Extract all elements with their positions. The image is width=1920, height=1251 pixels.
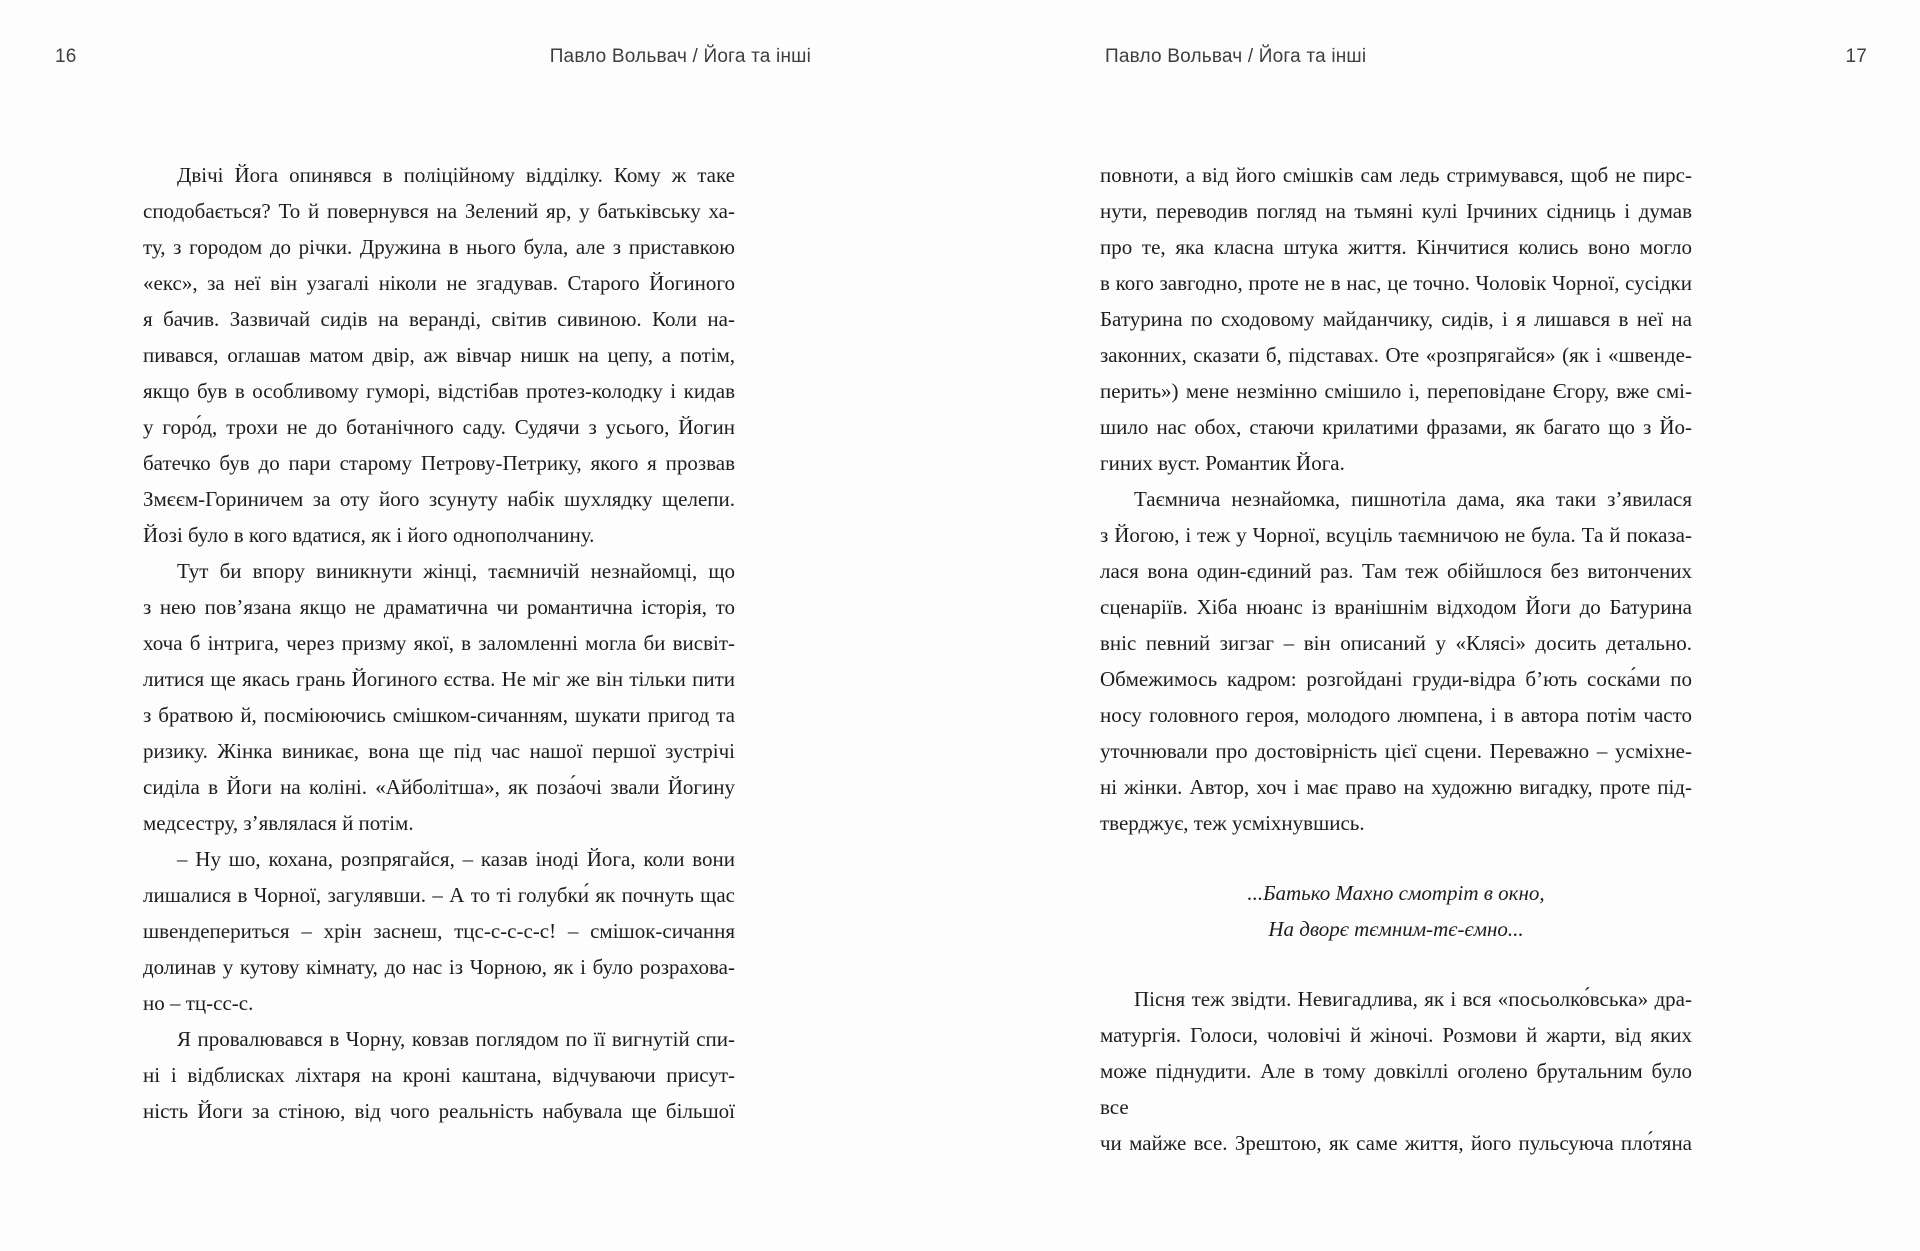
text-line: «екс», за неї він узагалі ніколи не згадував. Старого Йогиного <box>143 271 735 295</box>
text-line: якщо був в особливому гуморі, відстібав протез-колодку і кидав <box>143 379 735 403</box>
text-line: Пісня теж звідти. Невигадлива, як і вся «посьолко́вська» дра- <box>1134 987 1692 1011</box>
paragraph <box>143 553 735 841</box>
text-line: у горо́д, трохи не до ботанічного саду. Судячи з усього, Йогин <box>143 415 735 439</box>
paragraph <box>143 841 735 1021</box>
paragraph <box>1100 481 1692 841</box>
text-line: перить») мене незмінно смішило і, переповідане Єгору, вже смі- <box>1100 379 1692 403</box>
text-line: лася вона один-єдиний раз. Там теж обійшлося без витончених <box>1100 559 1692 583</box>
text-line: гиних вуст. Романтик Йога. <box>1100 451 1345 475</box>
text-line: про те, яка класна штука життя. Кінчитися колись воно могло <box>1100 235 1692 259</box>
text-line: швендепериться – хрін заснеш, тцс-с-с-с-с! – смішок-сичання <box>143 919 735 943</box>
text-line: сподобається? То й повернувся на Зелений яр, у батьківську ха- <box>143 199 735 223</box>
text-line: долинав у кутову кімнату, до нас із Чорною, як і було розрахова- <box>143 955 735 979</box>
text-line: Йозі було в кого вдатися, як і його однополчанину. <box>143 523 595 547</box>
text-line: Двічі Йога опинявся в поліційному відділку. Кому ж таке <box>177 163 735 187</box>
text-column-left <box>143 157 735 1129</box>
text-line: сиділа в Йоги на коліні. «Айболітша», як поза́очі звали Йогину <box>143 775 735 799</box>
text-line: я бачив. Зазвичай сидів на веранді, світив сивиною. Коли на- <box>143 307 735 331</box>
text-line: ту, з городом до річки. Дружина в нього була, але з приставкою <box>143 235 735 259</box>
text-line: пивався, оглашав матом двір, аж вівчар нишк на цепу, а потім, <box>143 343 735 367</box>
verse-block <box>1100 875 1692 947</box>
text-line: з братвою й, посміюючись смішком-сичанням, шукати пригод та <box>143 703 735 727</box>
text-line: но – тц-сс-с. <box>143 991 254 1015</box>
running-head-right: Павло Вольвач / Йога та інші <box>1105 46 1367 67</box>
text-line: хоча б інтрига, через призму якої, в заломленні могла би висвіт- <box>143 631 735 655</box>
text-line: з нею пов’язана якщо не драматична чи романтична історія, то <box>143 595 735 619</box>
text-line: лишалися в Чорної, загулявши. – А то ті голубки́ як почнуть щас <box>143 883 735 907</box>
text-line: Обмежимось кадром: розгойдані груди-відра б’ють соска́ми по <box>1100 667 1692 691</box>
text-line: ні жінки. Автор, хоч і має право на художню вигадку, проте під- <box>1100 775 1692 799</box>
paragraph <box>1100 157 1692 481</box>
text-line: законних, сказати б, підставах. Оте «розпрягайся» (як і «швенде- <box>1100 343 1692 367</box>
text-line: – Ну шо, кохана, розпрягайся, – казав іноді Йога, коли вони <box>177 847 735 871</box>
text-line: повноти, а від його смішків сам ледь стримувався, щоб не пирс- <box>1100 163 1692 187</box>
text-line: в кого завгодно, проте не в нас, це точно. Чоловік Чорної, сусідки <box>1100 271 1692 295</box>
paragraph <box>143 1021 735 1129</box>
paragraph <box>1100 981 1692 1161</box>
text-line: може піднудити. Але в тому довкіллі оголено брутальним було все <box>1100 1059 1692 1119</box>
text-line: матургія. Голоси, чоловічі й жіночі. Розмови й жарти, від яких <box>1100 1023 1692 1047</box>
text-line: литися ще якась грань Йогиного єства. Не міг же він тільки пити <box>143 667 735 691</box>
text-line: уточнювали про достовірність цієї сцени. Переважно – усміхне- <box>1100 739 1692 763</box>
text-line: чи майже все. Зрештою, як саме життя, його пульсуюча пло́тяна <box>1100 1131 1692 1155</box>
text-line: сценаріїв. Хіба нюанс із вранішнім відходом Йоги до Батурина <box>1100 595 1692 619</box>
text-line: тверджує, теж усміхнувшись. <box>1100 811 1365 835</box>
text-line: Таємнича незнайомка, пишнотіла дама, яка таки з’явилася <box>1134 487 1692 511</box>
text-column-right <box>1100 157 1692 1161</box>
text-line: Тут би впору виникнути жінці, таємничій незнайомці, що <box>177 559 735 583</box>
text-line: Батурина по сходовому майданчику, сидів, і я лишався в неї на <box>1100 307 1692 331</box>
text-line: носу головного героя, молодого люмпена, і в автора потім часто <box>1100 703 1692 727</box>
page-number-right: 17 <box>1845 46 1867 67</box>
text-line: медсестру, з’являлася й потім. <box>143 811 414 835</box>
text-line: шило нас обох, стаючи крилатими фразами, як багато що з Йо- <box>1100 415 1692 439</box>
text-line: нути, переводив погляд на тьмяні кулі Ірчиних сідниць і думав <box>1100 199 1692 223</box>
verse-line: ...Батько Махно смотріт в окно, <box>1247 881 1545 905</box>
text-line: Змєєм-Гориничем за оту його зсунуту набік шухлядку щелепи. <box>143 487 735 511</box>
text-line: ність Йоги за стіною, від чого реальність набувала ще більшої <box>143 1099 735 1123</box>
text-line: ризику. Жінка виникає, вона ще під час нашої першої зустрічі <box>143 739 735 763</box>
text-line: Я провалювався в Чорну, ковзав поглядом по її вигнутій спи- <box>177 1027 735 1051</box>
text-line: вніс певний зигзаг – він описаний у «Клясі» досить детально. <box>1100 631 1692 655</box>
page-number-left: 16 <box>55 46 77 67</box>
text-line: з Йогою, і теж у Чорної, всуціль таємничою не була. Та й показа- <box>1100 523 1692 547</box>
running-head-left: Павло Вольвач / Йога та інші <box>549 46 811 67</box>
paragraph <box>143 157 735 553</box>
text-line: батечко був до пари старому Петрову-Петрику, якого я прозвав <box>143 451 735 475</box>
text-line: ні і відблисках ліхтаря на кроні каштана, відчуваючи присут- <box>143 1063 735 1087</box>
verse-line: На дворє тємним-тє-ємно... <box>1268 917 1524 941</box>
